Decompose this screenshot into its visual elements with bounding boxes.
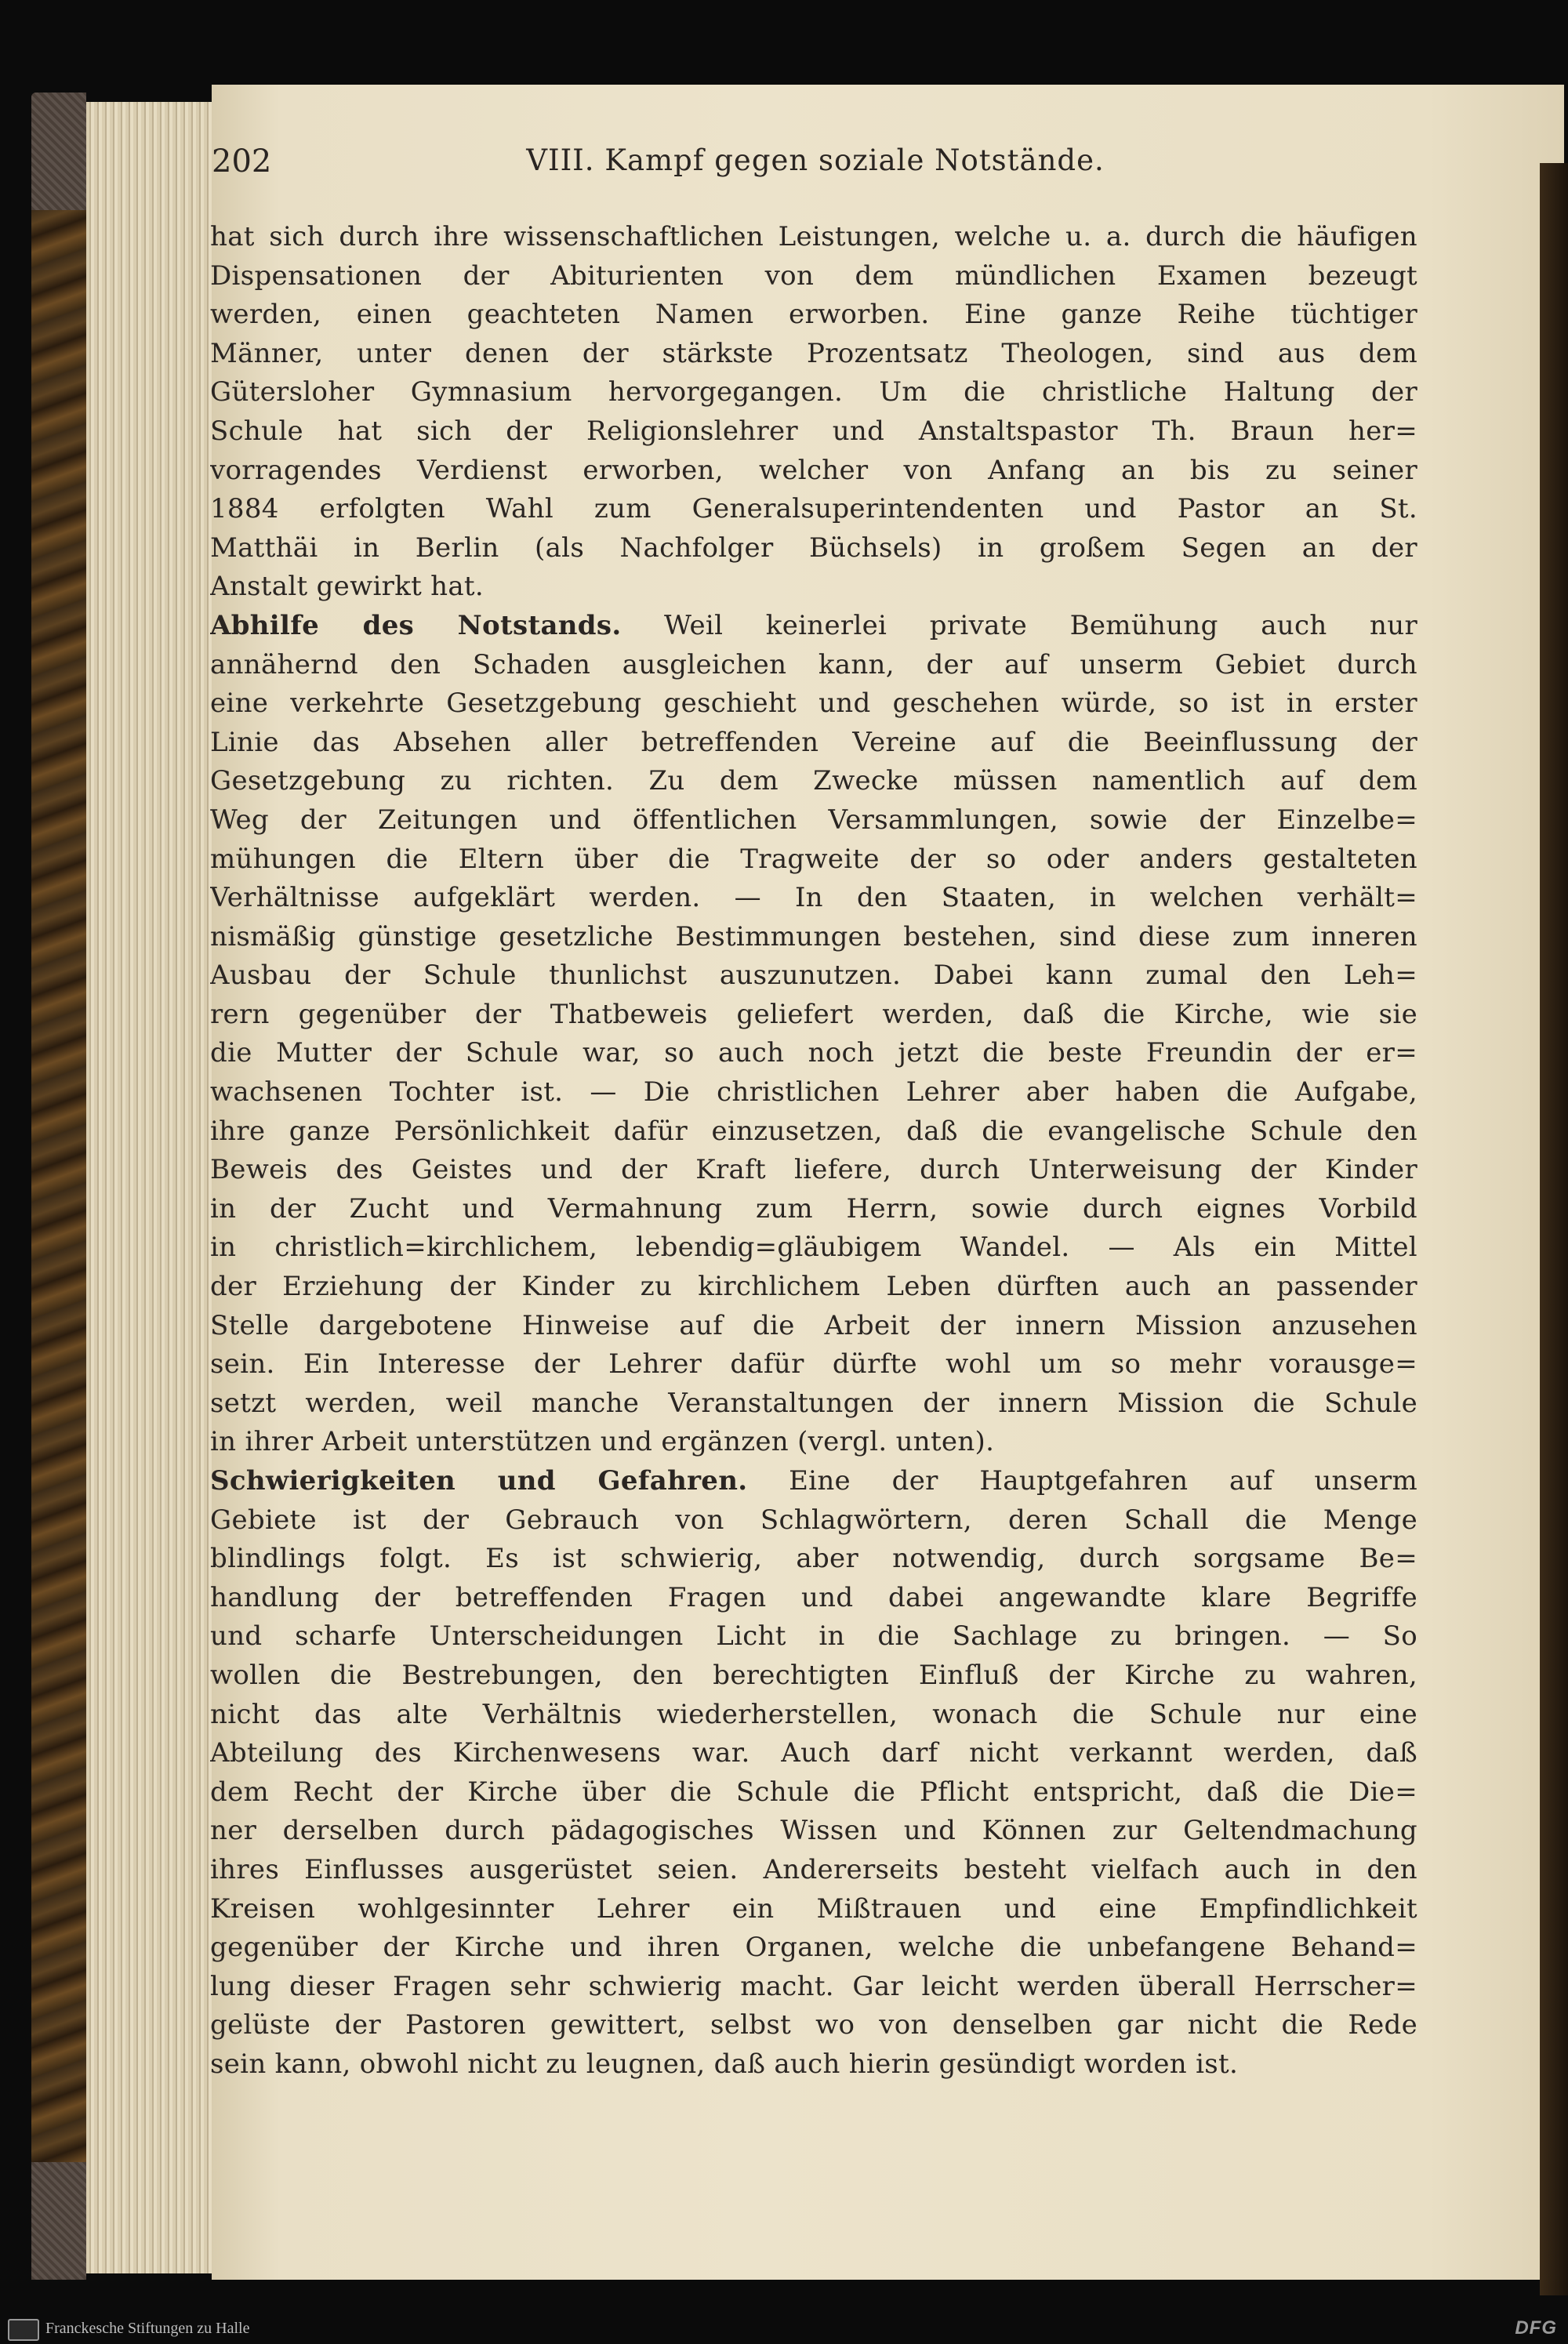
text-line: Dispensationen der Abiturienten von dem mündlichen Examen bezeugt [210,259,1417,292]
text-line: setzt werden, weil manche Veranstaltungen der innern Mission die Schule [210,1387,1417,1419]
text-line: der Erziehung der Kinder zu kirchlichem Leben dürften auch an passender [210,1271,1417,1303]
text-line: Ausbau der Schule thunlichst auszunutzen. Dabei kann zumal den Leh= [210,960,1417,992]
text-line: werden, einen geachteten Namen erworben. Eine ganze Reihe tüchtiger [210,299,1417,331]
text-line: Gebiete ist der Gebrauch von Schlagwörtern, deren Schall die Menge [210,1504,1417,1536]
text-line: Stelle dargebotene Hinweise auf die Arbeit der innern Mission anzusehen [210,1309,1417,1341]
text-line-with-heading [210,1462,1417,1501]
text-line: und scharfe Unterscheidungen Licht in die Sachlage zu bringen. — So [210,1620,1417,1653]
text-line: Gütersloher Gymnasium hervorgegangen. Um die christliche Haltung der [210,376,1417,408]
next-page-shadow [1540,163,1568,2295]
section-heading-schwierigkeiten: Schwierigkeiten und Gefahren. [210,1465,748,1497]
page-header [212,143,1419,190]
text-line: lung dieser Fragen sehr schwierig macht. Gar leicht werden überall Herrscher= [210,1970,1417,2002]
text-line: Kreisen wohlgesinnter Lehrer ein Mißtrauen und eine Empfindlichkeit [210,1892,1417,1925]
institution-name: Franckesche Stiftungen zu Halle [45,2320,250,2337]
text-line: Linie das Absehen aller betreffenden Vereine auf die Beeinflussung der [210,726,1417,758]
text-line: in ihrer Arbeit unterstützen und ergänzen (vergl. unten). [210,1426,995,1458]
text-line: Matthäi in Berlin (als Nachfolger Büchsels) in großem Segen an der [210,532,1417,564]
text-line: Verhältnisse aufgeklärt werden. — In den Staaten, in welchen verhält= [210,882,1417,914]
text-line: Weg der Zeitungen und öffentlichen Versammlungen, sowie der Einzelbe= [210,804,1417,836]
running-title: VIII. Kampf gegen soziale Notstände. [526,143,1105,177]
text-line: sein kann, obwohl nicht zu leugnen, daß auch hierin gesündigt worden ist. [210,2048,1239,2080]
text-line: ihres Einflusses ausgerüstet seien. Andererseits besteht vielfach auch in den [210,1853,1417,1885]
text-line-with-heading [210,607,1417,646]
text-line: gelüste der Pastoren gewittert, selbst wo von denselben gar nicht die Rede [210,2009,1417,2041]
text-line: wachsenen Tochter ist. — Die christlichen Lehrer aber haben die Aufgabe, [210,1076,1417,1109]
section-heading-abhilfe: Abhilfe des Notstands. [210,609,622,641]
text-line: sein. Ein Interesse der Lehrer dafür dürfte wohl um so mehr vorausge= [210,1348,1417,1381]
text-line: Anstalt gewirkt hat. [210,571,485,603]
text-line: hat sich durch ihre wissenschaftlichen Leistungen, welche u. a. durch die häufigen [210,221,1417,252]
text-line: Abteilung des Kirchenwesens war. Auch darf nicht verkannt werden, daß [210,1737,1417,1769]
text-line: Beweis des Geistes und der Kraft liefere, durch Unterweisung der Kinder [210,1154,1417,1186]
text-line: Schule hat sich der Religionslehrer und Anstaltspastor Th. Braun her= [210,415,1417,447]
text-line-rest: Eine der Hauptgefahren auf unserm [789,1465,1417,1497]
cover-corner-bottom [31,2162,86,2280]
text-line: ner derselben durch pädagogisches Wissen und Können zur Geltendmachung [210,1815,1417,1847]
institution-logo-icon [8,2319,39,2341]
text-line: annähernd den Schaden ausgleichen kann, der auf unserm Gebiet durch [210,648,1417,680]
book-cover-left [31,93,86,2280]
text-line: handlung der betreffenden Fragen und dabei angewandte klare Begriffe [210,1581,1417,1613]
text-line: dem Recht der Kirche über die Schule die Pflicht entspricht, daß die Die= [210,1776,1417,1808]
text-line: blindlings folgt. Es ist schwierig, aber notwendig, durch sorgsame Be= [210,1543,1417,1575]
text-line: gegenüber der Kirche und ihren Organen, welche die unbefangene Behand= [210,1932,1417,1964]
text-line: ihre ganze Persönlichkeit dafür einzusetzen, daß die evangelische Schule den [210,1115,1417,1147]
text-line: wollen die Bestrebungen, den berechtigten Einfluß der Kirche zu wahren, [210,1659,1417,1691]
text-line: vorragendes Verdienst erworben, welcher von Anfang an bis zu seiner [210,454,1417,486]
text-line: mühungen die Eltern über die Tragweite der so oder anders gestalteten [210,843,1417,875]
text-line: Männer, unter denen der stärkste Prozentsatz Theologen, sind aus dem [210,337,1417,369]
dfg-logo: DFG [1515,2317,1557,2339]
text-line: 1884 erfolgten Wahl zum Generalsuperintendenten und Pastor an St. [210,493,1417,525]
text-line: in christlich=kirchlichem, lebendig=gläubigem Wandel. — Als ein Mittel [210,1232,1417,1264]
text-line: nismäßig günstige gesetzliche Bestimmungen bestehen, sind diese zum inneren [210,920,1417,952]
text-line: in der Zucht und Vermahnung zum Herrn, sowie durch eignes Vorbild [210,1192,1417,1225]
text-line: die Mutter der Schule war, so auch noch jetzt die beste Freundin der er= [210,1037,1417,1069]
body-text [210,218,1417,2085]
text-line: rern gegenüber der Thatbeweis geliefert werden, daß die Kirche, wie sie [210,998,1417,1030]
text-line-rest: Weil keinerlei private Bemühung auch nur [664,609,1417,641]
page-number: 202 [212,143,272,180]
cover-corner-top [31,93,86,210]
viewer-footer [0,2313,1568,2344]
text-line: eine verkehrte Gesetzgebung geschieht und geschehen würde, so ist in erster [210,688,1417,720]
text-line: nicht das alte Verhältnis wiederherstellen, wonach die Schule nur eine [210,1698,1417,1730]
text-line: Gesetzgebung zu richten. Zu dem Zwecke müssen namentlich auf dem [210,765,1417,797]
